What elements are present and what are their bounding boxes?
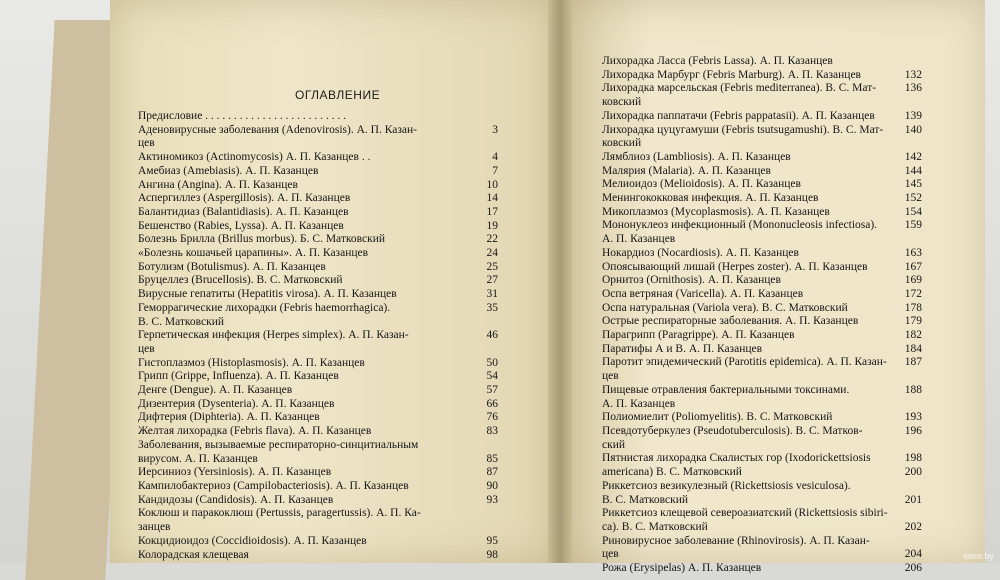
toc-entry (602, 439, 922, 453)
toc-entry (602, 466, 922, 480)
toc-entry (138, 398, 498, 412)
toc-entry (138, 466, 498, 480)
toc-entry-page: 201 (904, 493, 922, 506)
toc-entry (602, 124, 922, 138)
toc-entry-page: 76 (486, 411, 498, 424)
toc-entry-text: Болезнь Брилла (Brillus morbus). Б. С. Матковский (138, 233, 386, 246)
toc-entry-text: americana) В. С. Матковский (602, 466, 742, 479)
toc-entry-text: Колорадская клещевая (138, 548, 249, 561)
toc-entry (602, 329, 922, 343)
toc-entry (602, 261, 922, 275)
toc-entry (602, 411, 922, 425)
toc-entry-page: 98 (486, 548, 498, 561)
toc-entry-text: Кокцидиоидоз (Coccidioidosis). А. П. Казанцев (138, 534, 367, 547)
toc-entry (602, 233, 922, 247)
toc-entry (138, 425, 498, 439)
toc-entry-page: 179 (904, 315, 922, 328)
toc-entry (138, 179, 498, 193)
toc-entry-page: 145 (904, 178, 922, 191)
toc-entry-page: 198 (904, 452, 922, 465)
toc-entry (138, 343, 498, 357)
toc-entry-page: 54 (486, 370, 498, 383)
toc-entry (138, 370, 498, 384)
toc-entry (138, 220, 498, 234)
toc-entry-page: 154 (904, 205, 922, 218)
toc-entry-page: 139 (904, 109, 922, 122)
toc-entry-text: Паротит эпидемический (Parotitis epidemica). А. П. Казан- (602, 356, 887, 369)
toc-entry-page: 182 (904, 329, 922, 342)
toc-entry (602, 137, 922, 151)
toc-entry-page: 152 (904, 192, 922, 205)
toc-entry-text: вирусом. А. П. Казанцев (138, 452, 258, 465)
toc-entry (138, 233, 498, 247)
toc-entry (602, 548, 922, 562)
toc-entry (138, 288, 498, 302)
toc-entry-text: Вирусные гепатиты (Hepatitis virosa). А. П. Казанцев (138, 288, 397, 301)
toc-entry-text: «Болезнь кошачьей царапины». А. П. Казанцев (138, 247, 369, 260)
toc-entry-text: Желтая лихорадка (Febris flava). А. П. Казанцев (138, 425, 372, 438)
toc-entry-text: ковский (602, 96, 642, 109)
toc-entry (138, 316, 498, 330)
book-gutter (548, 0, 572, 563)
toc-entry (602, 356, 922, 370)
toc-entry (138, 549, 498, 563)
toc-entry (602, 398, 922, 412)
toc-entry-text: Лихорадка Марбург (Febris Marburg). А. П. Казанцев (602, 68, 861, 81)
toc-entry (138, 261, 498, 275)
toc-entry-text: Герпетическая инфекция (Herpes simplex). А. П. Казан- (138, 329, 409, 342)
toc-entry-text: Микоплазмоз (Mycoplasmosis). А. П. Казанцев (602, 205, 830, 218)
toc-entry (602, 370, 922, 384)
toc-entry-text: Лихорадка марсельская (Febris mediterranea). В. С. Мат- (602, 82, 877, 95)
toc-entry-text: Парагрипп (Paragrippe). А. П. Казанцев (602, 329, 795, 342)
toc-entry-text: Мелиоидоз (Melioidosis). А. П. Казанцев (602, 178, 801, 191)
toc-entry (602, 96, 922, 110)
toc-entry (138, 411, 498, 425)
toc-entry-page: 14 (486, 192, 498, 205)
toc-entry (138, 247, 498, 261)
toc-entry-text: Опоясывающий лишай (Herpes zoster). А. П. Казанцев (602, 260, 868, 273)
toc-entry-page: 87 (486, 466, 498, 479)
toc-entry-page: 169 (904, 274, 922, 287)
toc-entry-page: 167 (904, 260, 922, 273)
toc-entry-text: Оспа натуральная (Variola vera). В. С. Матковский (602, 301, 848, 314)
toc-entry-text: Кампилобактериоз (Campilobacteriosis). А. П. Казанцев (138, 479, 409, 492)
toc-entry-text: цев (602, 370, 619, 383)
toc-entry-text: Бешенство (Rabies, Lyssa). А. П. Казанцев (138, 219, 344, 232)
toc-entry (138, 192, 498, 206)
toc-entry-page: 10 (486, 178, 498, 191)
toc-entry-text: В. С. Матковский (602, 493, 689, 506)
toc-entry-page: 140 (904, 123, 922, 136)
toc-entry-text: Балантидиаз (Balantidiasis). А. П. Казанцев (138, 205, 349, 218)
toc-entry-page: 85 (486, 452, 498, 465)
toc-entry-text: Ботулизм (Botulismus). А. П. Казанцев (138, 260, 326, 273)
toc-entry (602, 384, 922, 398)
toc-entry-text: Нокардиоз (Nocardiosis). А. П. Казанцев (602, 246, 799, 259)
toc-entry-page: 27 (486, 274, 498, 287)
toc-entry-page: 19 (486, 219, 498, 232)
toc-entry-text: Рожа (Erysipelas) А. П. Казанцев (602, 562, 762, 575)
toc-entry (602, 165, 922, 179)
toc-entry-text: Полиомиелит (Poliomyelitis). В. С. Матковский (602, 411, 833, 424)
toc-entry (138, 480, 498, 494)
toc-entry-text: Актиномикоз (Actinomycosis) А. П. Казанцев . . (138, 151, 371, 164)
toc-entry-text: Риккетсиоз клещевой североазиатский (Rickettsiosis sibiri- (602, 507, 888, 520)
toc-entry-page: 206 (904, 562, 922, 575)
toc-entry-text: Мононуклеоз инфекционный (Mononucleosis infectiosa). (602, 219, 878, 232)
toc-entry-text: В. С. Матковский (138, 315, 225, 328)
toc-entry-text: Иерсиниоз (Yersiniosis). А. П. Казанцев (138, 466, 332, 479)
toc-entry-page: 132 (904, 68, 922, 81)
toc-entry-page: 31 (486, 288, 498, 301)
toc-entry (138, 165, 498, 179)
toc-entry-text: Геморрагические лихорадки (Febris haemorrhagica). (138, 301, 391, 314)
toc-entry (602, 315, 922, 329)
toc-entry-text: Риккетсиоз везикулезный (Rickettsiosis vesiculosa). (602, 479, 851, 492)
toc-entry (602, 82, 922, 96)
toc-entry (602, 151, 922, 165)
toc-entry-text: Дифтерия (Diphteria). А. П. Казанцев (138, 411, 320, 424)
toc-entry-text: Менингококковая инфекция. А. П. Казанцев (602, 192, 819, 205)
toc-entry-page: 83 (486, 425, 498, 438)
toc-entry (602, 302, 922, 316)
toc-entry-page: 35 (486, 301, 498, 314)
toc-entry-text: цев (602, 548, 619, 561)
toc-entry-text: цев (138, 342, 155, 355)
toc-entry-page: 163 (904, 246, 922, 259)
toc-entry-text: Лихорадка Ласса (Febris Lassa). А. П. Казанцев (602, 55, 833, 67)
toc-entry (138, 151, 498, 165)
toc-entry (138, 384, 498, 398)
toc-entry-text: Предисловие . . . . . . . . . . . . . . . . . . . . . . . . . (138, 110, 347, 122)
toc-entry-text: Кандидозы (Candidosis). А. П. Казанцев (138, 493, 334, 506)
toc-entry (138, 124, 498, 138)
toc-entry (602, 110, 922, 124)
toc-entry-text: Острые респираторные заболевания. А. П. Казанцев (602, 315, 859, 328)
toc-entry-text: Ангина (Angina). А. П. Казанцев (138, 178, 298, 191)
toc-entry-text: Лихорадка цуцугамуши (Febris tsutsugamushi). В. С. Мат- (602, 123, 884, 136)
toc-entry-text: ский (602, 438, 625, 451)
toc-entry-text: А. П. Казанцев (602, 397, 676, 410)
toc-entry-text: ковский (602, 137, 642, 150)
toc-entry (602, 521, 922, 535)
toc-entry-text: Амебиаз (Amebiasis). А. П. Казанцев (138, 164, 319, 177)
toc-entry (602, 480, 922, 494)
toc-left-column (138, 110, 498, 562)
toc-entry-text: Малярия (Malaria). А. П. Казанцев (602, 164, 771, 177)
toc-entry-page: 17 (486, 205, 498, 218)
toc-entry (602, 55, 922, 69)
toc-entry (138, 535, 498, 549)
toc-entry-text: Риновирусное заболевание (Rhinovirosis). А. П. Казан- (602, 534, 870, 547)
toc-entry-page: 46 (486, 329, 498, 342)
toc-entry (138, 494, 498, 508)
toc-entry (602, 452, 922, 466)
toc-entry-text: цев (138, 137, 155, 150)
toc-entry (138, 274, 498, 288)
toc-entry (138, 521, 498, 535)
toc-entry-page: 204 (904, 548, 922, 561)
toc-entry-page: 24 (486, 247, 498, 260)
toc-entry (602, 206, 922, 220)
toc-entry-page: 202 (904, 520, 922, 533)
toc-entry-text: ca). В. С. Матковский (602, 520, 708, 533)
toc-entry (138, 302, 498, 316)
toc-entry-page: 93 (486, 493, 498, 506)
toc-entry-text: Заболевания, вызываемые респираторно-синцитиальным (138, 438, 419, 451)
toc-entry-page: 178 (904, 301, 922, 314)
toc-entry-text: Лихорадка паппатачи (Febris pappatasii). А. П. Казанцев (602, 109, 875, 122)
toc-entry (602, 69, 922, 83)
toc-entry (602, 507, 922, 521)
page-title: ОГЛАВЛЕНИЕ (295, 88, 381, 102)
toc-entry-page: 188 (904, 383, 922, 396)
toc-entry-text: Пятнистая лихорадка Скалистых гор (Ixodorickettsiosis (602, 452, 871, 465)
toc-entry-text: А. П. Казанцев (602, 233, 676, 246)
toc-entry-text: Аденовирусные заболевания (Adenovirosis). А. П. Казан- (138, 123, 417, 136)
toc-entry (602, 247, 922, 261)
toc-entry (138, 137, 498, 151)
toc-entry-page: 184 (904, 342, 922, 355)
toc-entry (602, 288, 922, 302)
toc-entry-text: Паратифы А и В. А. П. Казанцев (602, 342, 763, 355)
toc-entry-text: Псевдотуберкулез (Pseudotuberculosis). В. С. Матков- (602, 424, 863, 437)
toc-entry-text: Оспа ветряная (Varicella). А. П. Казанцев (602, 287, 804, 300)
toc-entry (602, 425, 922, 439)
toc-entry (602, 562, 922, 576)
toc-entry-page: 50 (486, 356, 498, 369)
toc-entry (138, 357, 498, 371)
toc-entry-page: 172 (904, 287, 922, 300)
toc-entry (138, 453, 498, 467)
toc-entry-page: 159 (904, 219, 922, 232)
toc-entry-page: 95 (486, 534, 498, 547)
toc-entry (138, 206, 498, 220)
toc-entry (602, 178, 922, 192)
toc-entry-text: Пищевые отравления бактериальными токсинами. (602, 383, 850, 396)
toc-entry-page: 136 (904, 82, 922, 95)
toc-entry (138, 110, 498, 124)
toc-entry (138, 329, 498, 343)
toc-entry-page: 144 (904, 164, 922, 177)
toc-entry-page: 142 (904, 150, 922, 163)
toc-entry-text: Лямблиоз (Lambliosis). А. П. Казанцев (602, 150, 791, 163)
toc-entry-page: 25 (486, 260, 498, 273)
toc-entry-page: 22 (486, 233, 498, 246)
toc-entry-text: Гистоплазмоз (Histoplasmosis). А. П. Казанцев (138, 356, 365, 369)
toc-entry (602, 219, 922, 233)
toc-entry-page: 66 (486, 397, 498, 410)
toc-entry-page: 187 (904, 356, 922, 369)
toc-entry (138, 439, 498, 453)
toc-entry-page: 196 (904, 424, 922, 437)
toc-entry-page: 57 (486, 384, 498, 397)
toc-entry-text: Денге (Dengue). А. П. Казанцев (138, 384, 293, 397)
watermark: www.by (962, 551, 994, 561)
toc-entry (602, 494, 922, 508)
toc-entry-page: 7 (492, 164, 498, 177)
toc-entry-page: 193 (904, 411, 922, 424)
toc-entry (602, 535, 922, 549)
toc-entry (602, 274, 922, 288)
toc-right-column (602, 55, 922, 576)
toc-entry-text: Дизентерия (Dysenteria). А. П. Казанцев (138, 397, 335, 410)
toc-entry-page: 4 (492, 151, 498, 164)
toc-entry-text: Грипп (Grippe, Influenza). А. П. Казанцев (138, 370, 339, 383)
toc-entry-text: Аспергиллез (Aspergillosis). А. П. Казанцев (138, 192, 351, 205)
toc-entry-page: 200 (904, 466, 922, 479)
toc-entry (602, 192, 922, 206)
toc-entry-text: занцев (138, 521, 171, 534)
toc-entry-page: 90 (486, 479, 498, 492)
toc-entry (602, 343, 922, 357)
toc-entry-text: Коклюш и паракоклюш (Pertussis, paragertussis). А. П. Ка- (138, 507, 421, 520)
toc-entry-page: 3 (492, 123, 498, 136)
toc-entry-text: Бруцеллез (Brucellosis). В. С. Матковский (138, 274, 343, 287)
toc-entry (138, 507, 498, 521)
toc-entry-text: Орнитоз (Ornithosis). А. П. Казанцев (602, 274, 781, 287)
